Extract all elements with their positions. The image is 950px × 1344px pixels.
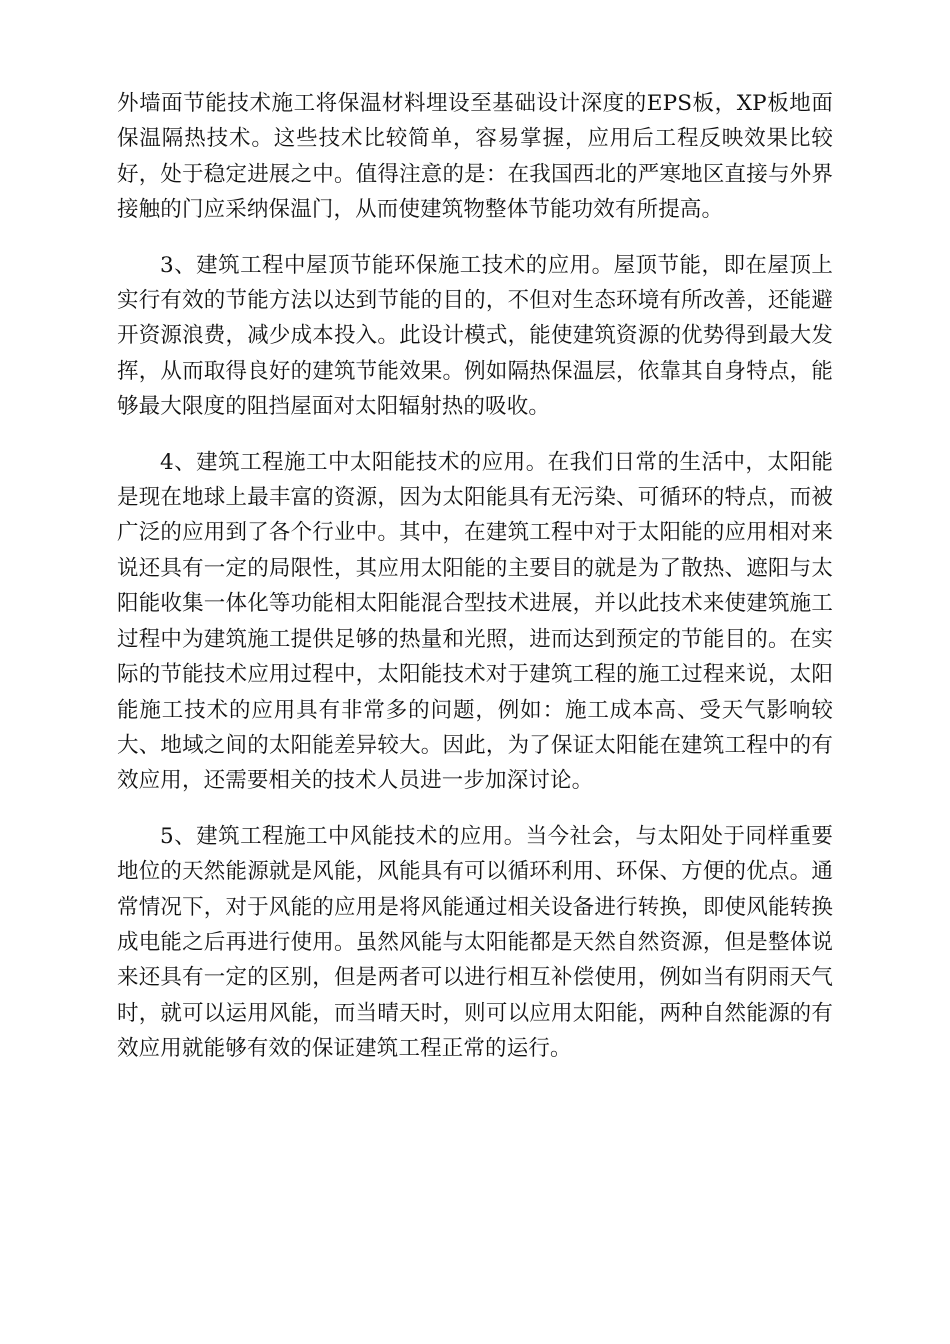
paragraph-roof-energy-saving: 3、建筑工程中屋顶节能环保施工技术的应用。屋顶节能，即在屋顶上实行有效的节能方法以达到节能的目的，不但对生态环境有所改善，还能避开资源浪费，减少成本投入。此设计模式，能使建筑资源的优势得到最大发挥，从而取得良好的建筑节能效果。例如隔热保温层，依靠其自身特点，能够最大限度的阻挡屋面对太阳辐射热的吸收。 [117, 252, 833, 420]
paragraph-exterior-wall-insulation: 外墙面节能技术施工将保温材料埋设至基础设计深度的EPS板，XP板地面保温隔热技术。这些技术比较简单，容易掌握，应用后工程反映效果比较好，处于稳定进展之中。值得注意的是：在我国西北的严寒地区直接与外界接触的门应采纳保温门，从而使建筑物整体节能功效有所提高。 [117, 91, 833, 223]
paragraph-solar-energy: 4、建筑工程施工中太阳能技术的应用。在我们日常的生活中，太阳能是现在地球上最丰富的资源，因为太阳能具有无污染、可循环的特点，而被广泛的应用到了各个行业中。其中，在建筑工程中对于太阳能的应用相对来说还具有一定的局限性，其应用太阳能的主要目的就是为了散热、遮阳与太阳能收集一体化等功能相太阳能混合型技术进展，并以此技术来使建筑施工过程中为建筑施工提供足够的热量和光照，进而达到预定的节能目的。在实际的节能技术应用过程中，太阳能技术对于建筑工程的施工过程来说，太阳能施工技术的应用具有非常多的问题，例如：施工成本高、受天气影响较大、地域之间的太阳能差异较大。因此，为了保证太阳能在建筑工程中的有效应用，还需要相关的技术人员进一步加深讨论。 [117, 449, 833, 794]
document-body [117, 86, 833, 1087]
paragraph-wind-energy: 5、建筑工程施工中风能技术的应用。当今社会，与太阳处于同样重要地位的天然能源就是风能，风能具有可以循环利用、环保、方便的优点。通常情况下，对于风能的应用是将风能通过相关设备进行转换，即使风能转换成电能之后再进行使用。虽然风能与太阳能都是天然自然资源，但是整体说来还具有一定的区别，但是两者可以进行相互补偿使用，例如当有阴雨天气时，就可以运用风能，而当晴天时，则可以应用太阳能，两种自然能源的有效应用就能够有效的保证建筑工程正常的运行。 [117, 823, 833, 1062]
